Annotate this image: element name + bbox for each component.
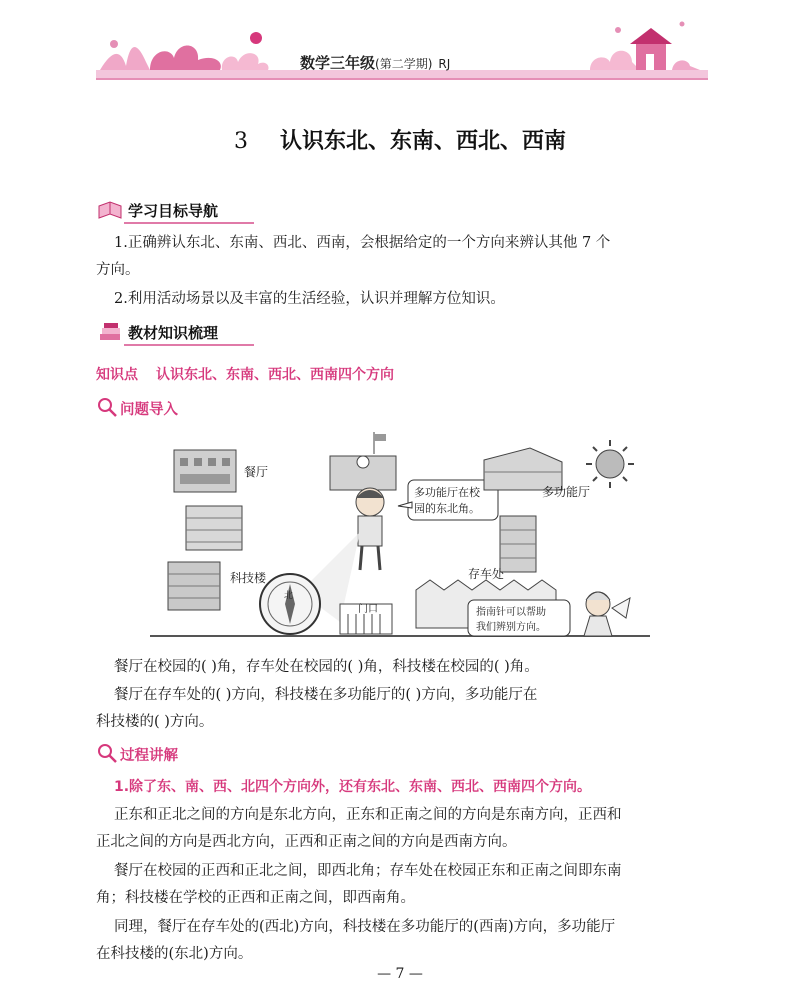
- header-subject: 数学三年级: [300, 54, 376, 72]
- book-icon: [96, 198, 124, 222]
- canteen-building: [174, 450, 236, 492]
- page-number: — 7 —: [377, 966, 423, 982]
- compass: [260, 574, 320, 634]
- science-building: [168, 562, 220, 610]
- process-point-1-text: 1.除了东、南、西、北四个方向外，还有东北、东南、西北、西南四个方向。: [114, 779, 592, 795]
- process-line-6: 在科技楼的(东北)方向。: [96, 946, 253, 962]
- campus-scene-illustration: [150, 432, 650, 642]
- tower-building: [500, 516, 536, 572]
- boy-speech-line1: 多功能厅在校: [414, 486, 480, 499]
- magnifier-icon: [96, 396, 118, 418]
- fairy-speech-bubble: [468, 600, 570, 636]
- fairy-character: [584, 592, 630, 636]
- knowledge-heading-text: 教材知识梳理: [128, 324, 219, 342]
- label-science-building: 科技楼: [230, 571, 267, 585]
- intro-question-2: 餐厅在存车处的( )方向，科技楼在多功能厅的( )方向，多功能厅在: [114, 687, 538, 703]
- compass-north: 北: [284, 591, 294, 601]
- knowledge-point-title: 认识东北、东南、西北、西南四个方向: [156, 367, 394, 383]
- goals-heading-text: 学习目标导航: [128, 202, 219, 220]
- boy-speech-bubble: [398, 480, 498, 520]
- books-stack-icon: [96, 320, 124, 344]
- sun-icon: [586, 440, 634, 488]
- label-canteen: 餐厅: [244, 465, 269, 479]
- lesson-number: 3: [233, 129, 248, 154]
- header-semester: (第二学期): [375, 57, 433, 71]
- intro-question-1: 餐厅在校园的( )角，存车处在校园的( )角，科技楼在校园的( )角。: [114, 659, 539, 675]
- intro-question-2-cont: 科技楼的( )方向。: [96, 714, 214, 730]
- lesson-title-text: 认识东北、东南、西北、西南: [279, 129, 566, 154]
- knowledge-heading: [96, 320, 266, 346]
- process-line-5: 同理，餐厅在存车处的(西北)方向，科技楼在多功能厅的(西南)方向，多功能厅: [114, 919, 616, 935]
- lab-building: [186, 506, 242, 550]
- header-decoration: [0, 0, 800, 90]
- knowledge-point: [96, 364, 394, 384]
- label-multi-hall: 多功能厅: [542, 485, 591, 499]
- knowledge-point-label: 知识点: [96, 367, 138, 383]
- boy-character: [356, 488, 384, 570]
- process-point-1: [96, 774, 710, 801]
- process-line-2: 正北之间的方向是西北方向，正西和正南之间的方向是西南方向。: [96, 834, 517, 850]
- lesson-title: [0, 124, 800, 155]
- fairy-speech-line2: 我们辨别方向。: [476, 622, 546, 633]
- magnifier-icon: [96, 742, 118, 764]
- process-heading: [96, 742, 216, 766]
- school-building: [330, 432, 396, 490]
- fairy-speech-line1: 指南针可以帮助: [476, 607, 546, 618]
- page-header: [0, 0, 800, 90]
- label-gate: 门口: [358, 604, 378, 615]
- goal-item-1: 1.正确辨认东北、东南、西北、西南，会根据给定的一个方向来辨认其他 7 个: [114, 235, 611, 251]
- intro-heading-text: 问题导入: [120, 402, 178, 418]
- multi-hall-building: [484, 448, 562, 490]
- process-line-3: 餐厅在校园的正西和正北之间，即西北角；存车处在校园正东和正南之间即东南: [114, 863, 622, 879]
- intro-heading: [96, 396, 216, 420]
- process-line-1: 正东和正北之间的方向是东北方向，正东和正南之间的方向是东南方向，正西和: [114, 807, 622, 823]
- header-edition: RJ: [438, 57, 451, 71]
- boy-speech-line2: 园的东北角。: [414, 502, 480, 515]
- process-line-4: 角；科技楼在学校的正西和正南之间，即西南角。: [96, 890, 415, 906]
- goal-item-2: 2.利用活动场景以及丰富的生活经验，认识并理解方位知识。: [114, 291, 505, 307]
- goals-heading: [96, 198, 266, 224]
- process-heading-text: 过程讲解: [120, 748, 178, 764]
- label-bike-shed: 存车处: [468, 567, 505, 581]
- goal-item-1-cont: 方向。: [96, 262, 140, 278]
- campus-scene: [150, 432, 650, 642]
